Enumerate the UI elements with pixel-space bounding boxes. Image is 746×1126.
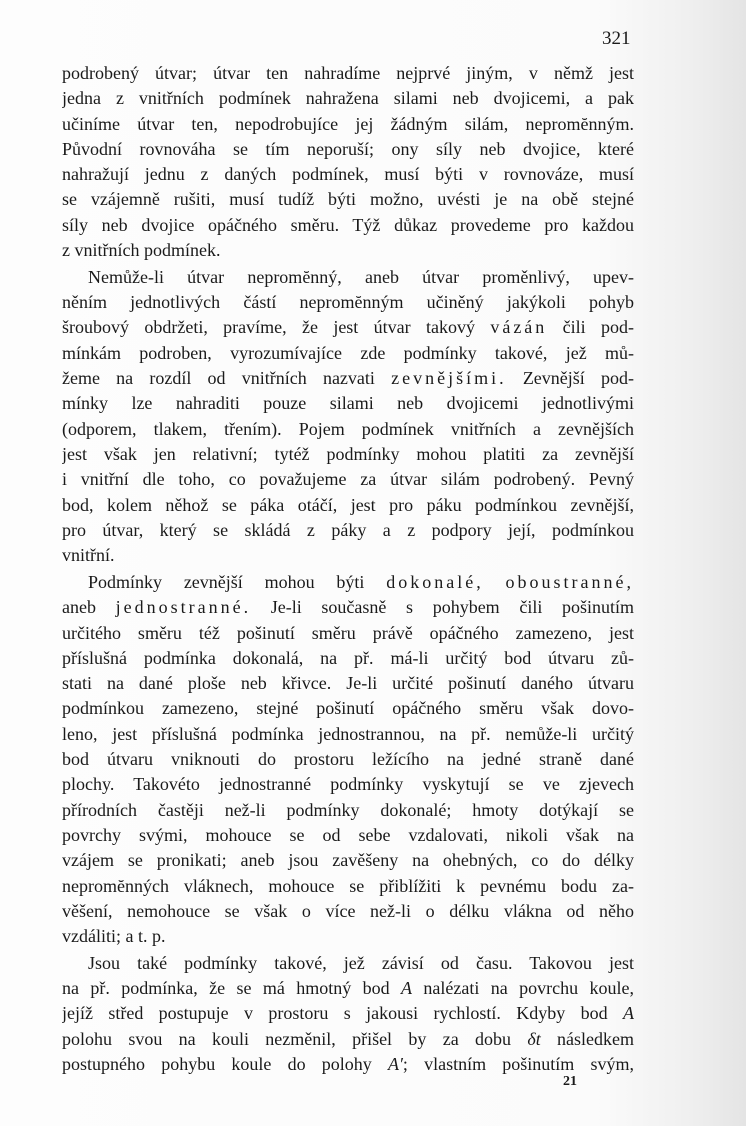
text-line <box>62 238 634 263</box>
emphasized-term: dokonalé, <box>386 571 484 592</box>
math-symbol: δt <box>527 1028 541 1049</box>
text-run: Původní rovnováha se tím neporuší; ony síly neb dvojice, které <box>62 138 634 159</box>
text-run: jest však jen relativní; tytéž podmínky mohou platiti za zevnější <box>62 443 634 464</box>
text-line <box>62 823 634 848</box>
text-line <box>62 951 634 976</box>
text-run: bod, kolem něhož se páka otáčí, jest pro páku podmínkou zevnější, <box>62 494 634 515</box>
text-run: leno, jest příslušná podmínka jednostrannou, na př. nemůže-li určitý <box>62 723 634 744</box>
emphasized-term: zevnějšími. <box>391 368 507 389</box>
text-run: vnitřní. <box>62 545 115 566</box>
text-line <box>62 874 634 899</box>
text-run: šroubový obdržeti, pravíme, že jest útvar takový <box>62 317 491 338</box>
text-line <box>62 976 634 1001</box>
text-line <box>62 493 634 518</box>
text-line <box>62 1027 634 1052</box>
math-symbol: A <box>401 978 413 999</box>
text-line <box>62 442 634 467</box>
text-run: následkem <box>540 1028 634 1049</box>
text-line <box>62 341 634 366</box>
body-text <box>62 61 634 1077</box>
text-line <box>62 671 634 696</box>
text-line <box>62 899 634 924</box>
text-line <box>62 86 634 111</box>
text-run: podrobený útvar; útvar ten nahradíme nejprvé jiným, v němž jest <box>62 63 634 83</box>
emphasized-term: oboustranné, <box>505 571 634 592</box>
signature-mark: 21 <box>563 1074 577 1089</box>
text-line <box>62 848 634 873</box>
math-symbol: A <box>623 1003 634 1024</box>
math-symbol: A′ <box>387 1054 403 1075</box>
text-line <box>62 137 634 162</box>
text-run: podmínkou zamezeno, stejné pošinutí opáčného směru však dovo- <box>62 698 634 719</box>
text-line <box>62 366 634 391</box>
text-run: jejíž střed postupuje v prostoru s jakousi rychlostí. Kdyby bod <box>62 1003 623 1024</box>
text-line <box>62 798 634 823</box>
emphasized-term: vázán <box>490 317 548 338</box>
text-line <box>62 518 634 543</box>
text-run: žeme na rozdíl od vnitřních nazvati <box>62 368 392 389</box>
text-line <box>62 924 634 949</box>
text-line <box>62 1052 634 1077</box>
text-run: postupného pohybu koule do polohy <box>62 1054 388 1075</box>
text-run: povrchy svými, mohouce se od sebe vzdalovati, nikoli však na <box>62 824 634 845</box>
text-run: příslušná podmínka dokonalá, na př. má-li určitý bod útvaru zů- <box>62 647 634 668</box>
text-line <box>62 61 634 86</box>
text-line <box>62 696 634 721</box>
text-line <box>62 391 634 416</box>
text-run: z vnitřních podmínek. <box>62 240 221 261</box>
text-line <box>62 1001 634 1026</box>
text-run: něním jednotlivých částí nepromĕnným učiněný jakýkoli pohyb <box>62 292 634 313</box>
text-line <box>62 747 634 772</box>
text-run: aneb <box>62 597 116 618</box>
text-line <box>62 772 634 797</box>
text-line <box>62 290 634 315</box>
text-run: Zevnější pod- <box>506 368 634 389</box>
text-run: polohu svou na kouli nezměnil, přišel by za dobu <box>62 1028 528 1049</box>
text-run: mínkám podroben, vyrozumívajíce zde podmínky takové, jež mů- <box>62 342 634 363</box>
text-run: ; vlastním pošinutím svým, <box>402 1054 634 1075</box>
text-run: bod útvaru vniknouti do prostoru ležícího na jedné straně dané <box>62 749 634 770</box>
text-run: učiníme útvar ten, nepodrobujíce jej žádným silám, nepromĕnným. <box>62 113 634 134</box>
text-line <box>62 417 634 442</box>
text-line <box>62 265 634 290</box>
text-run: Je-li současně s pohybem čili pošinutím <box>251 597 634 618</box>
text-run: i vnitřní dle toho, co považujeme za útvar silám podrobený. Pevný <box>62 469 634 490</box>
text-line <box>62 722 634 747</box>
text-run: jedna z vnitřních podmínek nahražena silami neb dvojicemi, a pak <box>62 88 634 109</box>
text-line <box>62 467 634 492</box>
text-line <box>62 595 634 620</box>
text-run: (odporem, tlakem, třením). Pojem podmínek vnitřních a zevnějších <box>62 418 634 439</box>
text-run: přírodních častěji než-li podmínky dokonalé; hmoty dotýkají se <box>62 799 634 820</box>
text-line <box>62 187 634 212</box>
text-run: určitého směru též pošinutí směru právě opáčného zamezeno, jest <box>62 622 634 643</box>
text-line <box>62 213 634 238</box>
text-run: vzdáliti; a t. p. <box>62 926 166 947</box>
text-run: Podmínky zevnější mohou býti <box>88 571 387 592</box>
text-run: mínky lze nahraditi pouze silami neb dvojicemi jednotlivými <box>62 393 634 414</box>
text-line <box>62 162 634 187</box>
text-line <box>62 543 634 568</box>
text-run: na př. podmínka, že se má hmotný bod <box>62 978 402 999</box>
text-run: nalézati na povrchu koule, <box>412 978 634 999</box>
text-run: vzájem se pronikati; aneb jsou zavěšeny na ohebných, co do délky <box>62 850 634 871</box>
text-line <box>62 646 634 671</box>
text-line <box>62 621 634 646</box>
text-run <box>484 572 506 592</box>
text-line <box>62 570 634 595</box>
text-run: Nemůže-li útvar nepromĕnný, aneb útvar proměnlivý, upev- <box>88 266 634 287</box>
text-run: nahražují jednu z daných podmínek, musí býti v rovnováze, musí <box>62 164 634 185</box>
emphasized-term: jednostranné. <box>115 597 252 618</box>
text-run: Jsou také podmínky takové, jež závisí od času. Takovou jest <box>88 952 634 973</box>
text-run: věšení, nemohouce se však o více než-li o délku vlákna od něho <box>62 900 634 921</box>
text-run: síly neb dvojice opáčného směru. Týž důkaz provedeme pro každou <box>62 214 634 235</box>
text-line <box>62 315 634 340</box>
text-run: se vzájemně rušiti, musí tudíž býti možno, uvésti je na obě stejné <box>62 189 634 210</box>
page-number: 321 <box>602 28 631 49</box>
text-run: stati na dané ploše neb křivce. Je-li určité pošinutí daného útvaru <box>62 673 634 694</box>
text-run: čili pod- <box>547 317 634 338</box>
text-run: pro útvar, který se skládá z páky a z podpory její, podmínkou <box>62 519 634 540</box>
text-run: plochy. Takovéto jednostranné podmínky vyskytují se ve zjevech <box>62 774 634 795</box>
text-run: nepromĕnných vláknech, mohouce se přiblížiti k pevnému bodu za- <box>62 875 634 896</box>
text-line <box>62 112 634 137</box>
